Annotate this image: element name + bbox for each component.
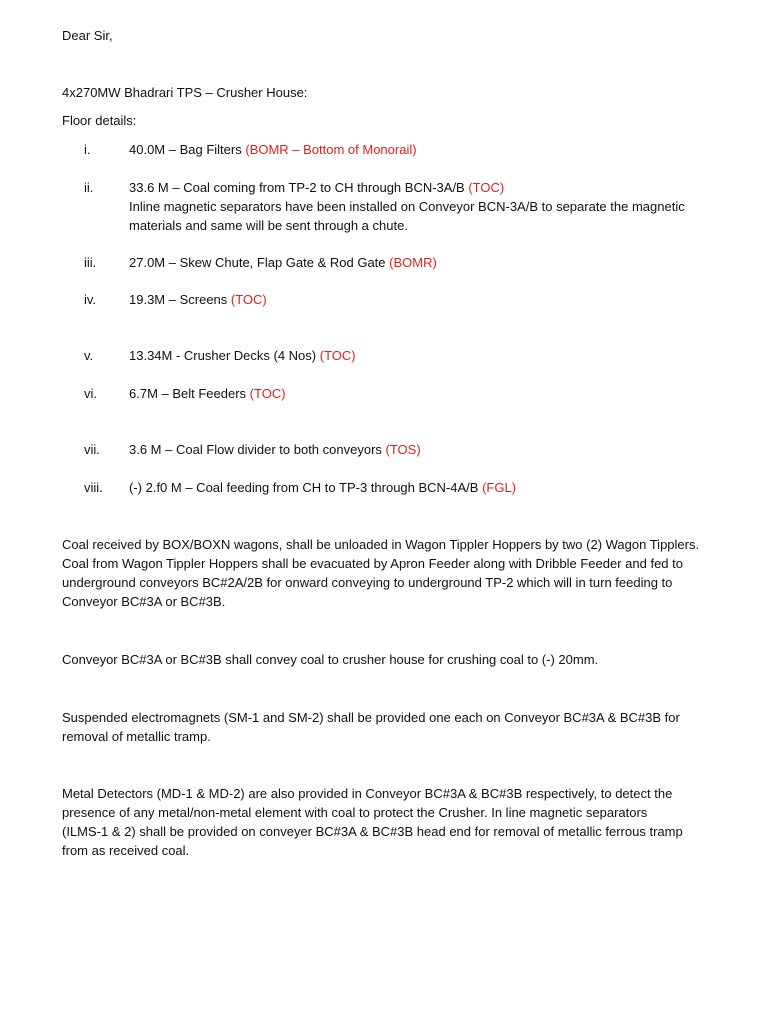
greeting: Dear Sir, [62, 28, 113, 43]
floor-item-number: v. [84, 348, 94, 363]
floor-item-note-line: materials and same will be sent through a chute. [129, 218, 408, 233]
floor-item-text: 19.3M – Screens [129, 292, 231, 307]
floor-item-number: vii. [84, 442, 100, 457]
paragraph-line: Conveyor BC#3A or BC#3B shall convey coal to crusher house for crushing coal to (-) 20mm. [62, 652, 599, 667]
floor-item-text: 6.7M – Belt Feeders [129, 386, 250, 401]
paragraph-line: removal of metallic tramp. [62, 729, 211, 744]
floor-item-text: 27.0M – Skew Chute, Flap Gate & Rod Gate [129, 255, 390, 270]
floor-item-text: 33.6 M – Coal coming from TP-2 to CH through BCN-3A/B [129, 180, 469, 195]
floor-item-tag: (TOS) [385, 442, 421, 457]
floor-item-number: vi. [84, 386, 97, 401]
floor-item-number: viii. [84, 480, 103, 495]
paragraph-coal-receipt [62, 535, 702, 611]
paragraph-metal-detectors [62, 784, 702, 860]
floor-item-number: iv. [84, 292, 97, 307]
paragraph-line: presence of any metal/non-metal element with coal to protect the Crusher. In line magnetic separators [62, 805, 648, 820]
paragraph-line: underground conveyors BC#2A/2B for onward conveying to underground TP-2 which will in turn feeding to [62, 575, 673, 590]
floor-item-tag: (TOC) [230, 292, 267, 307]
project-title: 4x270MW Bhadrari TPS – Crusher House: [62, 85, 308, 100]
floor-item-text: 3.6 M – Coal Flow divider to both conveyors [129, 442, 386, 457]
paragraph-line: Coal from Wagon Tippler Hoppers shall be evacuated by Apron Feeder along with Dribble Feeder and fed to [62, 556, 683, 571]
paragraph-line: Coal received by BOX/BOXN wagons, shall be unloaded in Wagon Tippler Hoppers by two (2) Wagon Tipplers. [62, 537, 700, 552]
floor-item-note-line: Inline magnetic separators have been installed on Conveyor BCN-3A/B to separate the magnetic [129, 199, 685, 214]
floor-item-body [129, 346, 709, 365]
floor-details-heading: Floor details: [62, 113, 137, 128]
floor-item-body [129, 478, 709, 497]
floor-item-text: 40.0M – Bag Filters [129, 142, 246, 157]
paragraph-line: (ILMS-1 & 2) shall be provided on conveyer BC#3A & BC#3B head end for removal of metallic ferrous tramp [62, 824, 683, 839]
floor-item-tag: (BOMR – Bottom of Monorail) [245, 142, 417, 157]
floor-item-number: iii. [84, 255, 97, 270]
floor-item-body [129, 440, 709, 459]
floor-item-body [129, 290, 709, 309]
floor-item-text: (-) 2.f0 M – Coal feeding from CH to TP-3 through BCN-4A/B [129, 480, 483, 495]
floor-item-text: 13.34M - Crusher Decks (4 Nos) [129, 348, 320, 363]
floor-item-number: ii. [84, 180, 94, 195]
paragraph-line: from as received coal. [62, 843, 190, 858]
floor-item-body [129, 384, 709, 403]
floor-item-tag: (TOC) [319, 348, 356, 363]
floor-item-number: i. [84, 142, 91, 157]
floor-item-tag: (FGL) [482, 480, 517, 495]
paragraph-line: Suspended electromagnets (SM-1 and SM-2) shall be provided one each on Conveyor BC#3A & BC#3B for [62, 710, 680, 725]
paragraph-line: Metal Detectors (MD-1 & MD-2) are also provided in Conveyor BC#3A & BC#3B respectively, to detect the [62, 786, 673, 801]
paragraph-electromagnets [62, 708, 702, 746]
floor-item-body [129, 140, 709, 159]
floor-item-tag: (TOC) [249, 386, 286, 401]
floor-item-tag: (TOC) [468, 180, 505, 195]
paragraph-line: Conveyor BC#3A or BC#3B. [62, 594, 226, 609]
paragraph-crushing [62, 650, 702, 669]
floor-item-body [129, 178, 709, 235]
floor-item-tag: (BOMR) [389, 255, 437, 270]
floor-item-body [129, 253, 709, 272]
